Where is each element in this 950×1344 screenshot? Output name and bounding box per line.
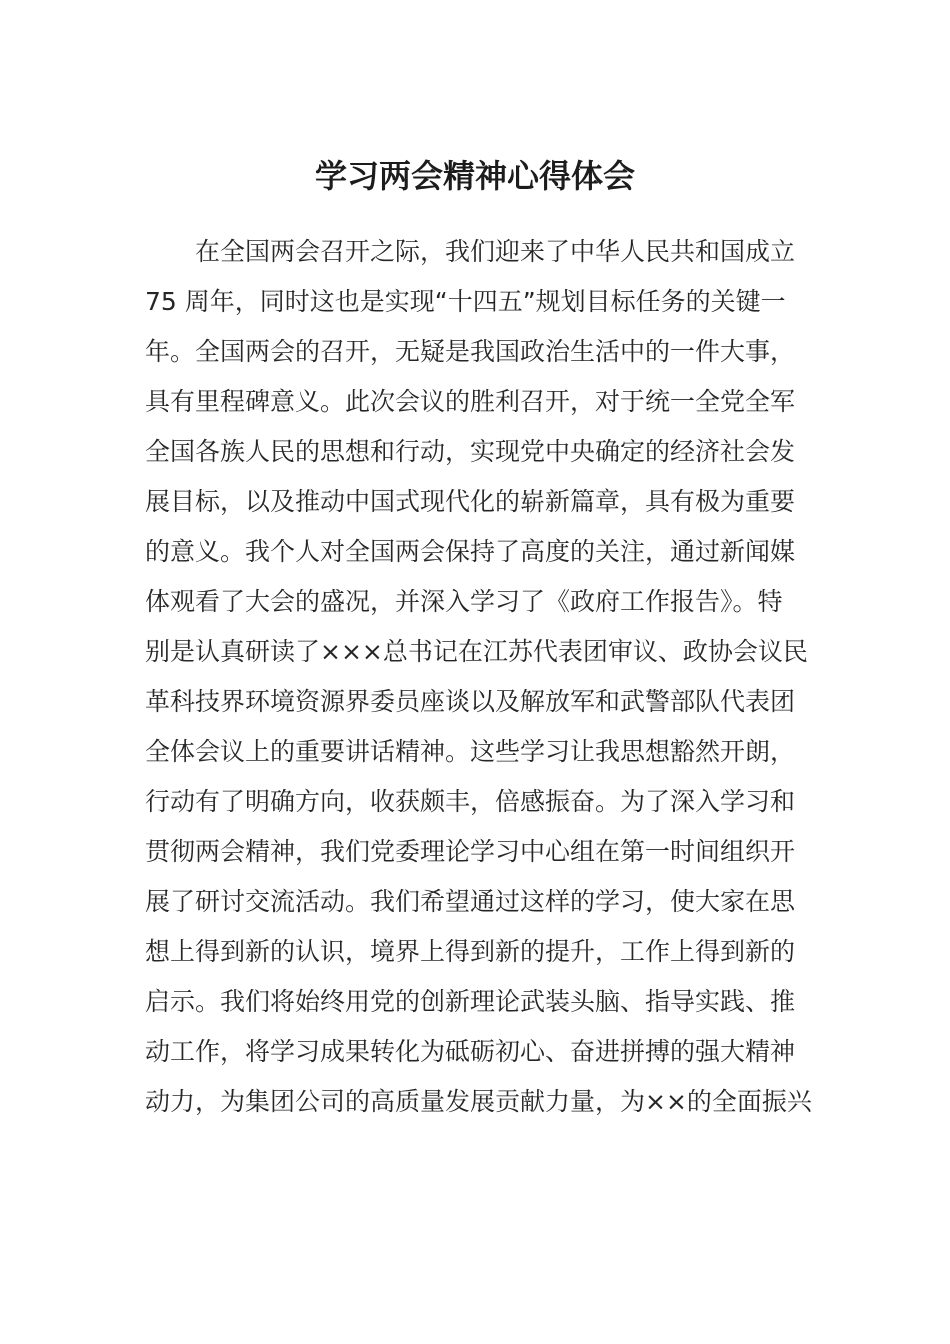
paragraph-line: 动工作，将学习成果转化为砥砺初心、奋进拼搏的强大精神 — [145, 1037, 796, 1066]
paragraph-line: 展了研讨交流活动。我们希望通过这样的学习，使大家在思 — [145, 887, 796, 916]
paragraph-line: 革科技界环境资源界委员座谈以及解放军和武警部队代表团 — [145, 687, 796, 716]
paragraph-line: 行动有了明确方向，收获颇丰，倍感振奋。为了深入学习和 — [145, 787, 796, 816]
paragraph-line: 全体会议上的重要讲话精神。这些学习让我思想豁然开朗， — [145, 737, 796, 766]
paragraph-line: 在全国两会召开之际，我们迎来了中华人民共和国成立 — [195, 237, 796, 266]
paragraph-line: 75 周年，同时这也是实现“十四五”规划目标任务的关键一 — [145, 287, 786, 316]
paragraph-line: 全国各族人民的思想和行动，实现党中央确定的经济社会发 — [145, 437, 796, 466]
document-title: 学习两会精神心得体会 — [314, 157, 635, 195]
paragraph-line: 别是认真研读了×××总书记在江苏代表团审议、政协会议民 — [145, 637, 808, 666]
paragraph-line: 具有里程碑意义。此次会议的胜利召开，对于统一全党全军 — [145, 387, 796, 416]
paragraph-line: 的意义。我个人对全国两会保持了高度的关注，通过新闻媒 — [145, 537, 796, 566]
paragraph-line: 动力，为集团公司的高质量发展贡献力量，为××的全面振兴 — [145, 1087, 812, 1116]
paragraph-line: 年。全国两会的召开，无疑是我国政治生活中的一件大事， — [145, 337, 796, 366]
document-paragraph — [145, 227, 810, 1127]
paragraph-line: 体观看了大会的盛况，并深入学习了《政府工作报告》。特 — [145, 587, 783, 616]
paragraph-line: 想上得到新的认识，境界上得到新的提升，工作上得到新的 — [145, 937, 796, 966]
paragraph-line: 贯彻两会精神，我们党委理论学习中心组在第一时间组织开 — [145, 837, 796, 866]
paragraph-line: 展目标，以及推动中国式现代化的崭新篇章，具有极为重要 — [145, 487, 796, 516]
paragraph-line: 启示。我们将始终用党的创新理论武装头脑、指导实践、推 — [145, 987, 796, 1016]
